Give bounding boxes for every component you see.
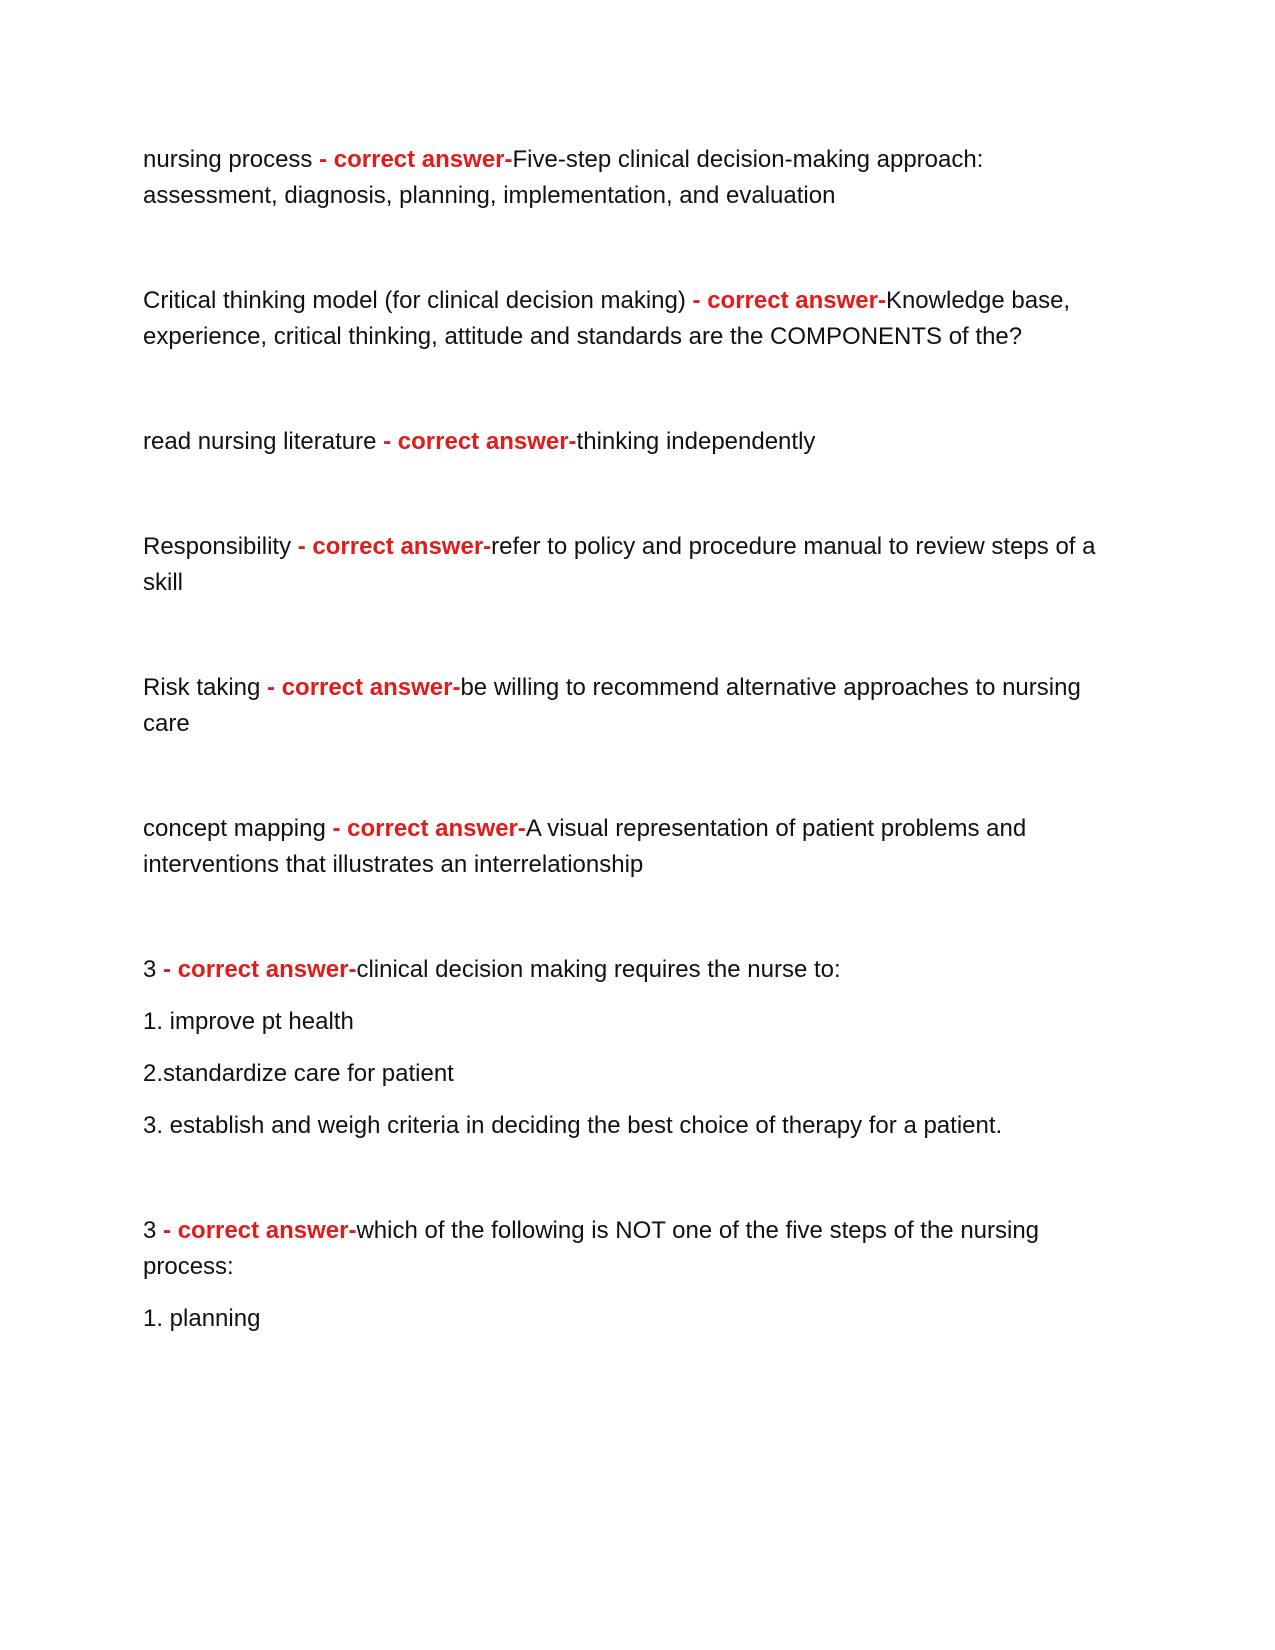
flashcard-term: concept mapping: [143, 815, 326, 842]
flashcard-definition: Knowledge base, experience, critical thinking, attitude and standards are the COMPONENTS of the?: [143, 287, 1071, 350]
flashcard-text: [143, 142, 1103, 214]
answer-option: 3. establish and weigh criteria in deciding the best choice of therapy for a patient.: [143, 1112, 1003, 1139]
answer-option: 1. planning: [143, 1305, 261, 1332]
flashcard-list: [143, 142, 1103, 1337]
flashcard-term: nursing process: [143, 146, 313, 173]
answer-option: 2.standardize care for patient: [143, 1060, 454, 1087]
answer-separator: - correct answer-: [156, 956, 357, 983]
flashcard-definition: refer to policy and procedure manual to review steps of a skill: [143, 533, 1096, 596]
flashcard-entry: [143, 529, 1103, 601]
flashcard-entry: [143, 952, 1103, 1144]
answer-separator: - correct answer-: [685, 287, 886, 314]
flashcard-term: 3: [143, 1217, 157, 1244]
answer-separator: - correct answer-: [376, 428, 577, 455]
flashcard-term: read nursing literature: [143, 428, 377, 455]
flashcard-term: Critical thinking model (for clinical decision making): [143, 287, 686, 314]
answer-option: 1. improve pt health: [143, 1008, 354, 1035]
answer-separator: - correct answer-: [291, 533, 492, 560]
flashcard-text: [143, 529, 1103, 601]
flashcard-entry: [143, 1213, 1103, 1337]
flashcard-text: [143, 283, 1103, 355]
flashcard-entry: [143, 283, 1103, 355]
flashcard-text: [143, 952, 1103, 988]
flashcard-text: [143, 811, 1103, 883]
flashcard-text: [143, 424, 1103, 460]
flashcard-text: [143, 670, 1103, 742]
flashcard-entry: [143, 142, 1103, 214]
flashcard-term: Responsibility: [143, 533, 292, 560]
answer-separator: - correct answer-: [312, 146, 513, 173]
answer-separator: - correct answer-: [325, 815, 526, 842]
flashcard-entry: [143, 424, 1103, 460]
flashcard-definition: thinking independently: [576, 428, 816, 455]
flashcard-text: [143, 1213, 1103, 1285]
flashcard-definition: which of the following is NOT one of the five steps of the nursing process:: [143, 1217, 1040, 1280]
flashcard-term: 3: [143, 956, 157, 983]
flashcard-entry: [143, 811, 1103, 883]
answer-separator: - correct answer-: [156, 1217, 357, 1244]
flashcard-definition: Five-step clinical decision-making approach: assessment, diagnosis, planning, implementation, and evaluation: [143, 146, 984, 209]
flashcard-definition: clinical decision making requires the nurse to:: [356, 956, 841, 983]
flashcard-definition: be willing to recommend alternative approaches to nursing care: [143, 674, 1081, 737]
answer-separator: - correct answer-: [260, 674, 461, 701]
flashcard-term: Risk taking: [143, 674, 261, 701]
flashcard-entry: [143, 670, 1103, 742]
flashcard-definition: A visual representation of patient problems and interventions that illustrates an interrelationship: [143, 815, 1027, 878]
